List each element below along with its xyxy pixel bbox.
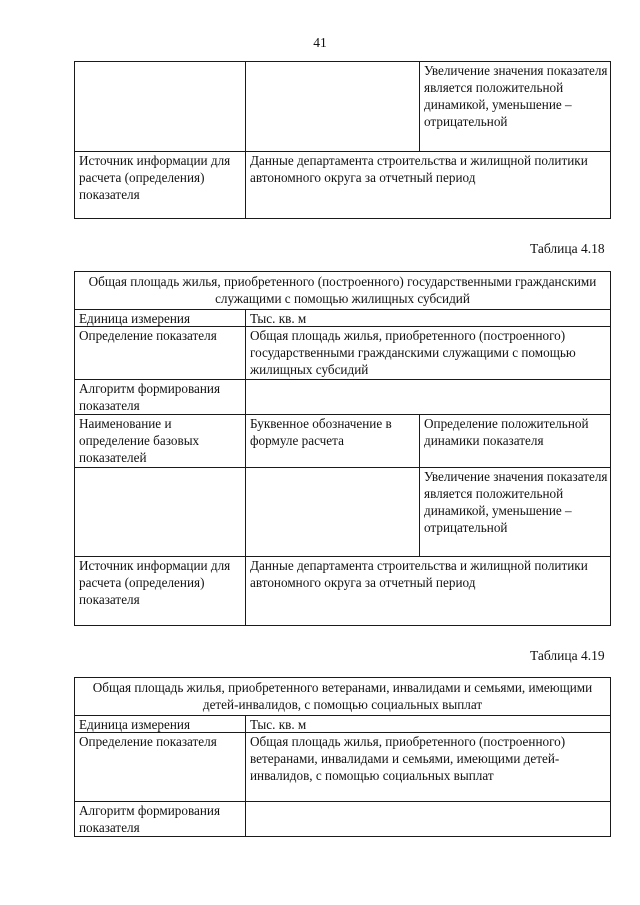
table-4-18 xyxy=(74,271,611,626)
definition-value: Общая площадь жилья, приобретенного (построенного) государственными гражданскими служащими с помощью жилищных субсидий xyxy=(245,327,610,379)
table-header-row xyxy=(75,272,610,309)
definition-label: Определение показателя xyxy=(79,734,217,749)
algorithm-value xyxy=(245,802,610,836)
dynamics-cell: Увеличение значения показателя является положительной динамикой, уменьшение – отрицательной xyxy=(419,62,610,151)
base-indicators-label: Наименование и определение базовых показателей xyxy=(79,416,200,465)
table-row xyxy=(75,62,610,151)
unit-value: Тыс. кв. м xyxy=(245,310,610,326)
table-row xyxy=(75,732,610,801)
table-header-row xyxy=(75,678,610,715)
source-label: Источник информации для расчета (определения) показателя xyxy=(79,558,231,607)
table-row xyxy=(75,556,610,625)
unit-label: Единица измерения xyxy=(79,311,191,326)
table-row xyxy=(75,326,610,379)
unit-label: Единица измерения xyxy=(79,717,191,732)
source-value: Данные департамента строительства и жилищной политики автономного округа за отчетный период xyxy=(245,152,610,218)
table-caption-4-18: Таблица 4.18 xyxy=(530,241,605,256)
letter-designation-label: Буквенное обозначение в формуле расчета xyxy=(245,415,419,467)
empty-cell xyxy=(75,468,245,556)
table-row xyxy=(75,414,610,467)
table-row xyxy=(75,151,610,218)
table-4-19 xyxy=(74,677,611,837)
table-header: Общая площадь жилья, приобретенного (построенного) государственными гражданскими служащими с помощью жилищных субсидий xyxy=(88,274,597,306)
empty-cell xyxy=(75,62,245,151)
positive-dynamics-label: Определение положительной динамики показателя xyxy=(419,415,610,467)
source-label: Источник информации для расчета (определения) показателя xyxy=(79,153,231,202)
table-row xyxy=(75,309,610,326)
unit-value: Тыс. кв. м xyxy=(245,716,610,732)
table-caption-4-19: Таблица 4.19 xyxy=(530,648,605,663)
empty-cell xyxy=(245,62,419,151)
algorithm-label: Алгоритм формирования показателя xyxy=(79,381,221,413)
continuation-table xyxy=(74,61,611,219)
dynamics-cell: Увеличение значения показателя является положительной динамикой, уменьшение – отрицательной xyxy=(419,468,610,556)
definition-label: Определение показателя xyxy=(79,328,217,343)
table-header: Общая площадь жилья, приобретенного ветеранами, инвалидами и семьями, имеющими детей-инвалидов, с помощью социальных выплат xyxy=(92,680,593,712)
page-number: 41 xyxy=(313,35,327,50)
table-row xyxy=(75,467,610,556)
algorithm-value xyxy=(245,380,610,414)
source-value: Данные департамента строительства и жилищной политики автономного округа за отчетный период xyxy=(245,557,610,625)
table-row xyxy=(75,801,610,836)
table-row xyxy=(75,715,610,732)
definition-value: Общая площадь жилья, приобретенного (построенного) ветеранами, инвалидами и семьями, имеющими детей-инвалидов, с помощью социальных выплат xyxy=(245,733,610,801)
table-row xyxy=(75,379,610,414)
algorithm-label: Алгоритм формирования показателя xyxy=(79,803,221,835)
empty-cell xyxy=(245,468,419,556)
